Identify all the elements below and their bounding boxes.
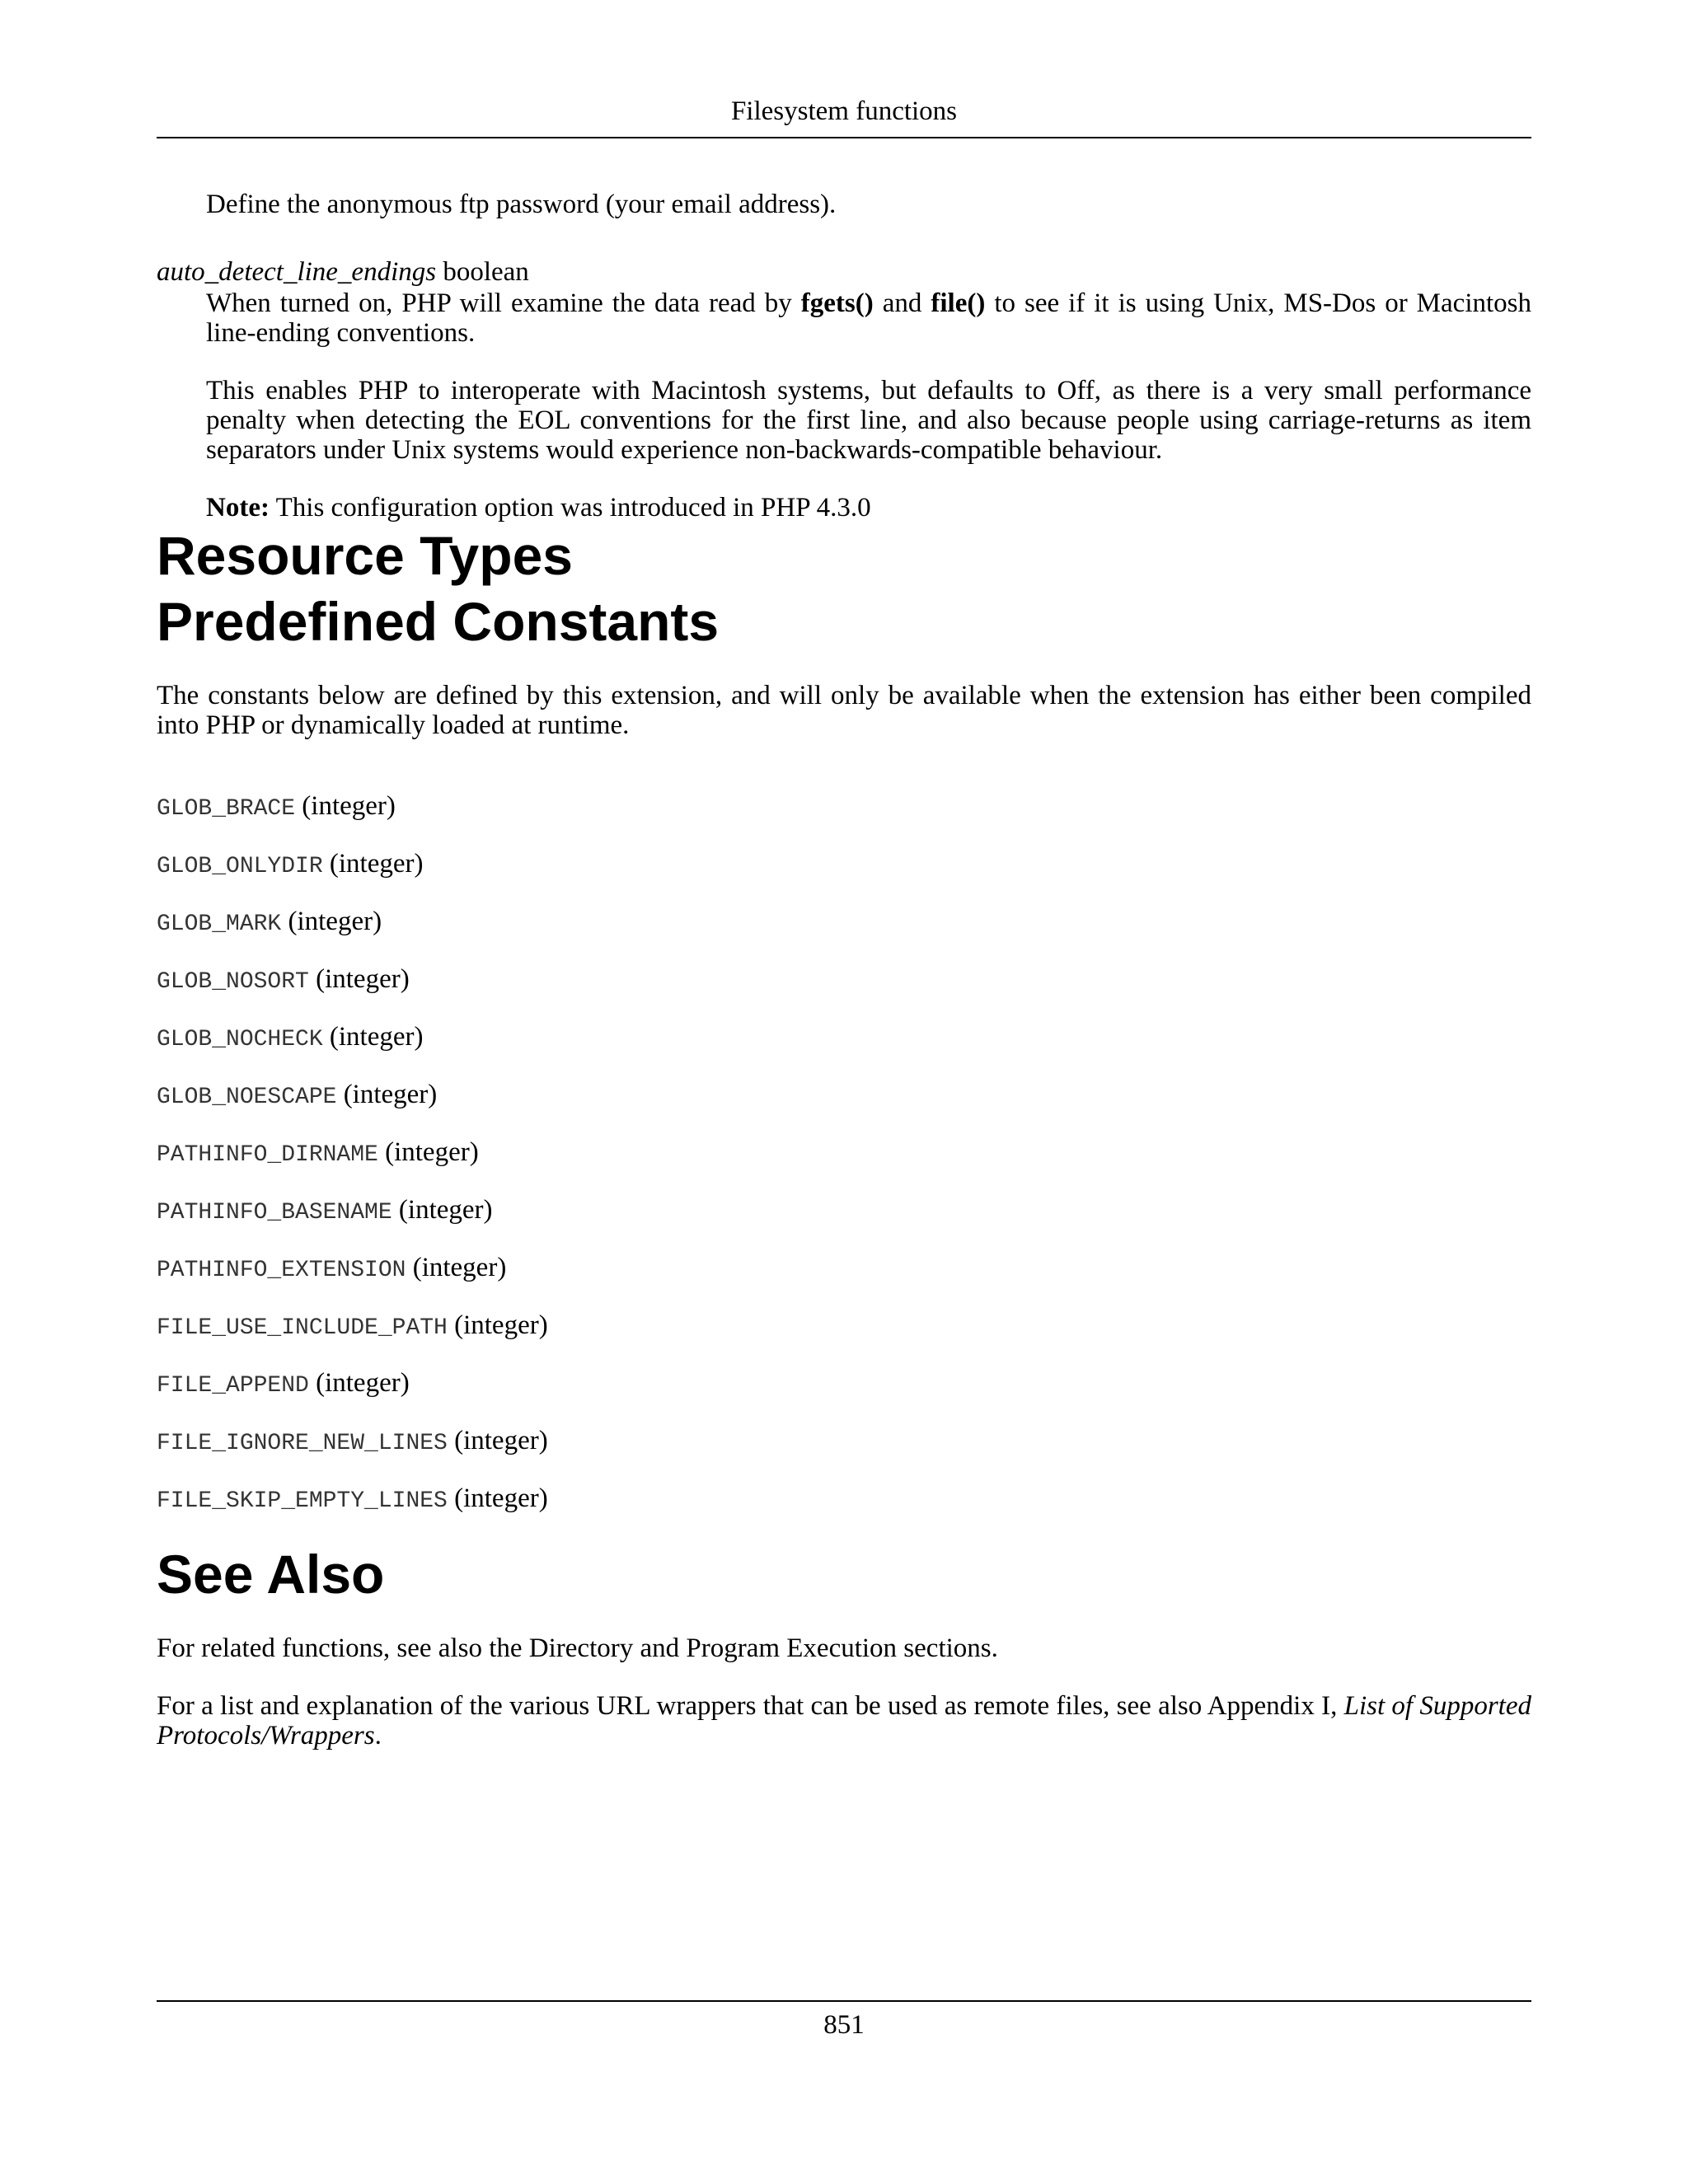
config-entry-auto-detect — [157, 257, 1531, 287]
list-item — [157, 1195, 1531, 1253]
page-content — [157, 190, 1531, 1750]
constant-type: (integer) — [281, 907, 382, 936]
page-number: 851 — [823, 2010, 865, 2040]
constant-name: GLOB_ONLYDIR — [157, 854, 323, 879]
constant-type: (integer) — [447, 1426, 548, 1455]
wrappers-text: For a list and explanation of the various URL wrappers that can be used as remote files, see also Appendix I, — [157, 1691, 1344, 1721]
list-item — [157, 1022, 1531, 1080]
running-header: Filesystem functions — [730, 96, 958, 126]
constant-type: (integer) — [392, 1195, 493, 1225]
file-function-ref: file() — [931, 288, 986, 318]
list-item — [157, 1368, 1531, 1426]
list-item — [157, 1253, 1531, 1310]
constant-name: FILE_APPEND — [157, 1373, 309, 1399]
constant-type: (integer) — [406, 1253, 507, 1282]
list-item — [157, 907, 1531, 964]
constant-name: FILE_IGNORE_NEW_LINES — [157, 1431, 448, 1456]
desc-text-and: and — [873, 288, 931, 318]
heading-see-also: See Also — [157, 1544, 385, 1605]
note-label: Note: — [206, 493, 270, 523]
auto-detect-description — [206, 288, 1531, 348]
ftp-password-description: Define the anonymous ftp password (your email address). — [206, 190, 837, 219]
list-item — [157, 1310, 1531, 1368]
list-item — [157, 1137, 1531, 1195]
heading-resource-types: Resource Types — [157, 525, 573, 586]
constant-name: PATHINFO_DIRNAME — [157, 1142, 378, 1168]
desc-text-1: When turned on, PHP will examine the data read by — [206, 288, 801, 318]
constant-type: (integer) — [336, 1080, 438, 1109]
list-item — [157, 849, 1531, 907]
constant-type: (integer) — [308, 964, 410, 994]
header-rule — [157, 137, 1531, 138]
wrappers-end: . — [374, 1721, 382, 1750]
constant-name: GLOB_BRACE — [157, 796, 296, 822]
wrappers-appendix-title: List of Supported Protocols/Wrappers — [157, 1691, 1531, 1750]
constant-type: (integer) — [447, 1483, 548, 1513]
config-type: boolean — [443, 257, 529, 287]
list-item — [157, 1426, 1531, 1483]
constant-type: (integer) — [322, 849, 424, 879]
desc-text-2: to see if it is using Unix, MS-Dos or Macintosh line-ending conventions. — [206, 288, 1531, 348]
constants-intro: The constants below are defined by this extension, and will only be available when the extension has either been compiled into PHP or dynamically loaded at runtime. — [157, 681, 1531, 740]
see-also-related: For related functions, see also the Directory and Program Execution sections. — [157, 1633, 998, 1663]
constant-name: FILE_USE_INCLUDE_PATH — [157, 1315, 448, 1341]
constant-type: (integer) — [295, 791, 396, 821]
constant-type: (integer) — [377, 1137, 479, 1167]
constant-name: PATHINFO_EXTENSION — [157, 1258, 406, 1283]
interop-paragraph: This enables PHP to interoperate with Macintosh systems, but defaults to Off, as there is a very small performance penalty when detecting the EOL conventions for the first line, and also because people using carriage-returns as item separators under Unix systems would experience non-backwards-compatible behaviour. — [206, 376, 1531, 465]
version-note — [206, 493, 1531, 523]
fgets-function-ref: fgets() — [800, 288, 874, 318]
constant-name: PATHINFO_BASENAME — [157, 1200, 392, 1226]
footer-rule — [157, 2000, 1531, 2002]
list-item — [157, 791, 1531, 849]
constant-type: (integer) — [308, 1368, 410, 1398]
constant-name: GLOB_NOCHECK — [157, 1027, 323, 1052]
heading-predefined-constants: Predefined Constants — [157, 591, 720, 652]
constants-list — [157, 791, 1531, 1541]
constant-name: GLOB_NOSORT — [157, 969, 309, 995]
constant-name: GLOB_NOESCAPE — [157, 1085, 337, 1110]
config-term: auto_detect_line_endings — [157, 257, 437, 287]
list-item — [157, 1080, 1531, 1137]
list-item — [157, 964, 1531, 1022]
constant-type: (integer) — [447, 1310, 548, 1340]
constant-type: (integer) — [322, 1022, 424, 1052]
see-also-wrappers — [157, 1691, 1531, 1750]
constant-name: GLOB_MARK — [157, 912, 282, 937]
constant-name: FILE_SKIP_EMPTY_LINES — [157, 1488, 448, 1514]
note-text: This configuration option was introduced in PHP 4.3.0 — [269, 493, 871, 523]
list-item — [157, 1483, 1531, 1541]
